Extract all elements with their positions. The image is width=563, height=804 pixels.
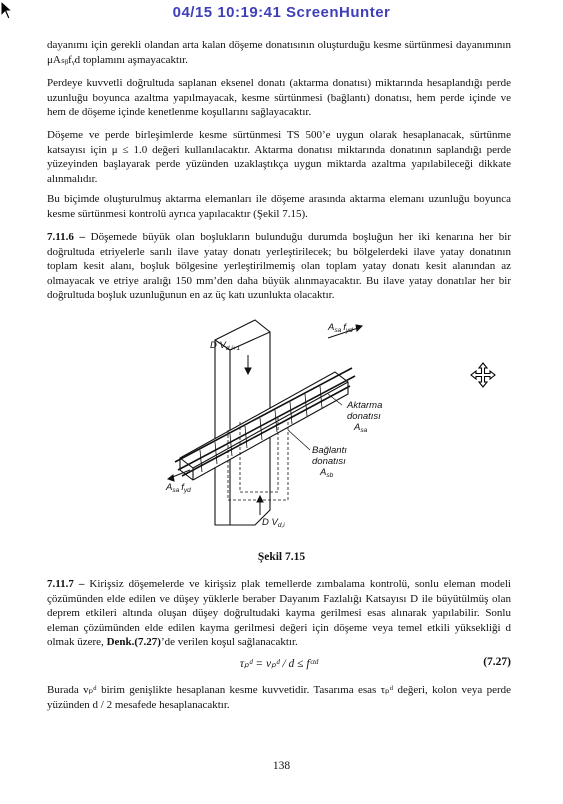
label-dv-bottom: D $V_{d,i}$ (262, 517, 285, 529)
section-number: 7.11.6 – (47, 231, 86, 243)
section-number: 7.11.7 – (47, 578, 85, 590)
move-cursor-icon (468, 360, 498, 390)
label-asa-fyd-left: $A_{sa}$ $f_{yd}$ (166, 482, 191, 494)
label-aktarma-1: Aktarma (347, 400, 383, 411)
equation-number: (7.27) (483, 656, 511, 668)
paragraph-4: Bu biçimde oluşturulmuş aktarma elemanları ile döşeme arasında aktarma elemanı uzunluğu boyunca kesme sürtünmesi kontrolü ayrıca yapılacaktır (Şekil 7.15). (47, 193, 511, 220)
equation-expression: τₚᵈ = vₚᵈ / d ≤ fᶜᵗᵈ (239, 658, 319, 670)
page-number: 138 (272, 760, 291, 772)
section-body-end: ’de verilen koşul sağlanacaktır. (160, 636, 298, 648)
label-aktarma-2: donatısı (347, 411, 381, 422)
equation-reference: Denk.(7.27) (106, 636, 161, 648)
figure-7-15-diagram (160, 310, 400, 535)
paragraph-2: Perdeye kuvvetli doğrultuda saplanan eksenel donatı (aktarma donatısı) miktarında hesaplandığı perde uzunluğu boyunca azaltma yapılmayacak, kesme sürtünmesi (bağlantı) donatısı, hem perde içinde ve hem de döşeme içinde kenetlenme koşullarını sağlayacaktır. (47, 77, 511, 118)
section-7-11-6 (47, 230, 511, 303)
label-baglanti-1: Bağlantı (312, 445, 347, 456)
paragraph-1: dayanımı için gerekli olandan arta kalan döşeme donatısının oluşturduğu kesme sürtünmesi dayanımının μAₛᵦfᵧd toplamını aşmayacaktır. (47, 39, 511, 66)
paragraph-3: Döşeme ve perde birleşimlerde kesme sürtünmesi TS 500’e uygun olarak hesaplanacak, sürtünme katsayısı için μ ≤ 1.0 değeri kullanılacaktır. Aktarma donatısı miktarında donatının saplandığı perde yüzeyinden başlayarak perde yüzünden uzaklaştıkça uygun miktarda azaltma yapılabileceği dikkate alınmalıdır. (47, 129, 511, 185)
label-baglanti-3: $A_{sb}$ (320, 467, 334, 479)
section-body: Döşemede büyük olan boşlukların bulunduğu durumda boşluğun her iki kenarına her bir doğrultuda etriyelerle sarılı ilave yatay donatı yerleştirilecek; bu bölgelerdeki ilave yatay donatının toplam kesit alanı, boşluk bölgesine yerleştirilmemiş olan toplam yatay donatı kesit alanından az olmayacak ve etriye aralığı 150 mm’den daha büyük alınmayacaktır. Bu ilave yatay donatılar her bir doğrultuda boşluk uzunluğunun en az üç katı uzunlukta olacaktır. (47, 231, 511, 301)
label-asa-fyd-top: $A_{sa}$ $f_{yd}$ (328, 322, 353, 334)
section-body: Kirişsiz döşemelerde ve kirişsiz plak temellerde zımbalama kontrolü, sonlu eleman modeli çözümünden elde edilen ve düşey yüklerle beraber Dayanım Fazlalığı Katsayısı D ile büyütülmüş olan deprem etkileri altında oluşan düşey doğrultudaki kayma gerilmesi esas alınarak yapılabilir. Sonlu eleman çözümünden elde edilen kayma gerilmesi değeri için döşeme veya temel etkili yüksekliği d olmak üzere, (47, 578, 511, 648)
paragraph-7: Burada vₚᵈ birim genişlikte hesaplanan kesme kuvvetidir. Tasarıma esas τₚᵈ değeri, kolon veya perde yüzünden d / 2 mesafede hesaplanacaktır. (47, 684, 511, 711)
figure-caption: Şekil 7.15 (257, 551, 306, 563)
label-dv-top: D $V_{d,i+1}$ (210, 340, 241, 352)
section-7-11-7 (47, 577, 511, 650)
label-aktarma-3: $A_{sa}$ (354, 422, 368, 434)
label-baglanti-2: donatısı (312, 456, 346, 467)
screenhunter-watermark: 04/15 10:19:41 ScreenHunter (172, 4, 391, 21)
